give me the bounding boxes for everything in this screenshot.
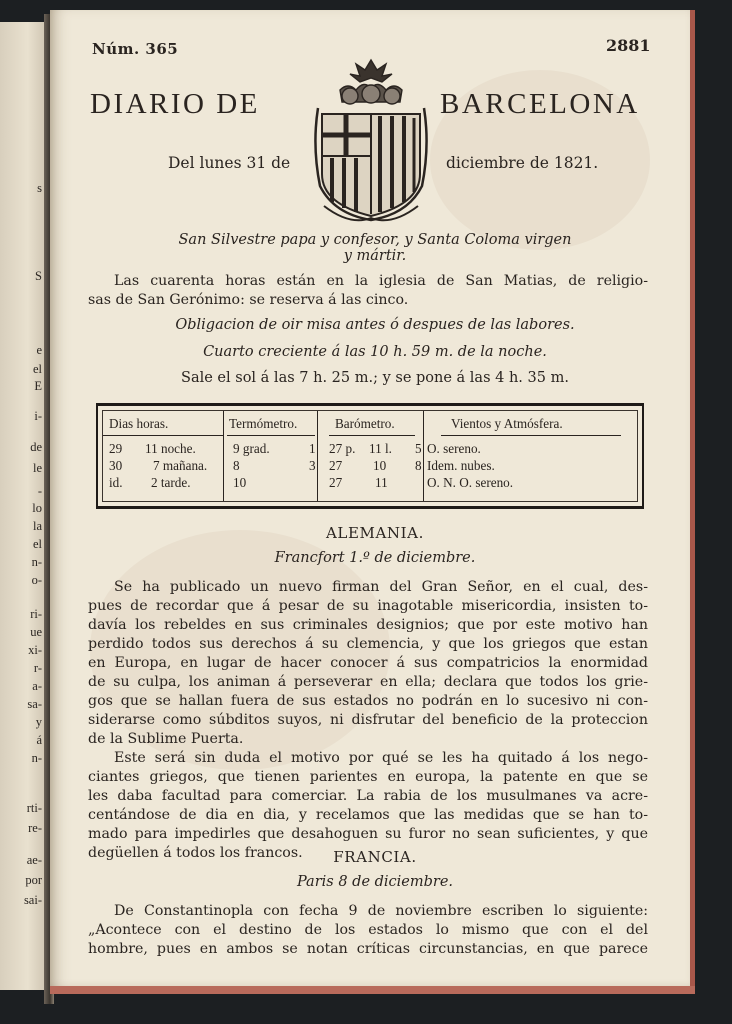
left-fragment: ri- bbox=[30, 607, 42, 621]
section-heading-alemania: ALEMANIA. bbox=[326, 524, 424, 542]
table-header: Dias horas. bbox=[109, 416, 169, 431]
dateline-francfort: Francfort 1.º de diciembre. bbox=[274, 550, 476, 566]
text-line: siderarse como súbditos suyos, ni disfrutar del beneficio de la proteccion bbox=[88, 712, 648, 728]
saints-line: y mártir. bbox=[343, 248, 407, 264]
article-francia bbox=[88, 902, 648, 959]
left-fragment: S bbox=[35, 269, 42, 283]
cell-day: id. bbox=[109, 475, 123, 490]
cell-baro: 10 bbox=[373, 458, 387, 473]
cell-day: 29 bbox=[109, 441, 123, 456]
cell-therm: 8 bbox=[233, 458, 240, 473]
masthead-title-left: DIARIO DE bbox=[90, 88, 260, 120]
left-fragment: ae- bbox=[26, 853, 42, 867]
cell-hour: 11 noche. bbox=[145, 441, 196, 456]
left-fragment: sa- bbox=[27, 697, 42, 711]
cell-day: 30 bbox=[109, 458, 123, 473]
left-fragment: i- bbox=[34, 409, 42, 423]
text-line: Se ha publicado un nuevo firman del Gran Señor, en el cual, des- bbox=[114, 579, 648, 595]
notice-sun: Sale el sol á las 7 h. 25 m.; y se pone á las 4 h. 35 m. bbox=[181, 370, 569, 386]
article-alemania bbox=[88, 578, 648, 863]
cell-baro: 11 l. bbox=[369, 441, 392, 456]
left-fragment: de bbox=[30, 440, 42, 454]
text-line: les daba facultad para comerciar. La rabia de los musulmanes va acre- bbox=[88, 788, 648, 804]
notice-moon: Cuarto creciente á las 10 h. 59 m. de la noche. bbox=[203, 344, 547, 360]
left-fragment: - bbox=[37, 484, 42, 498]
page-number: 2881 bbox=[606, 36, 651, 55]
cell-baro: 27 bbox=[329, 458, 343, 473]
header-rule bbox=[441, 435, 621, 436]
weather-table-frame bbox=[102, 410, 638, 502]
text-line: pues de recordar que á pesar de su inagotable misericordia, insisten to- bbox=[88, 598, 648, 614]
text-line: gos que se hallan fuera de sus estados no podrán en lo sucesivo ni con- bbox=[88, 693, 648, 709]
left-fragment: xi- bbox=[28, 643, 42, 657]
left-fragment: E bbox=[34, 379, 42, 393]
text-line: „Acontece con el destino de los estados lo mismo que con el del bbox=[88, 922, 648, 938]
cell-baro: 5 bbox=[415, 441, 422, 456]
text-line: hombre, pues en ambos se notan críticas circunstancias, en que parece bbox=[88, 941, 648, 957]
left-fragment: sai- bbox=[23, 893, 42, 907]
cell-hour: 7 mañana. bbox=[153, 458, 208, 473]
notice-forty-hours bbox=[88, 272, 648, 291]
weather-table bbox=[96, 403, 644, 509]
cell-wind: Idem. nubes. bbox=[427, 458, 495, 473]
page-edge bbox=[50, 986, 695, 994]
saints-line: San Silvestre papa y confesor, y Santa Coloma virgen bbox=[178, 232, 572, 248]
table-header: Barómetro. bbox=[335, 416, 395, 431]
header-rule bbox=[329, 435, 415, 436]
issue-number: Núm. 365 bbox=[92, 40, 179, 58]
date-right: diciembre de 1821. bbox=[446, 154, 599, 172]
cell-baro: 8 bbox=[415, 458, 422, 473]
text-line: Las cuarenta horas están en la iglesia de San Matias, de religio- bbox=[114, 273, 648, 289]
text-line: ciantes griegos, que tienen parientes en europa, la patente en que se bbox=[88, 769, 648, 785]
coat-of-arms-icon bbox=[310, 56, 432, 222]
text-line: De Constantinopla con fecha 9 de noviembre escriben lo siguiente: bbox=[114, 903, 648, 919]
cell-wind: O. sereno. bbox=[427, 441, 481, 456]
text-line: de su culpa, los animan á perseverar en ella; declara que todos los grie- bbox=[88, 674, 648, 690]
text-line: de la Sublime Puerta. bbox=[88, 731, 244, 747]
cell-therm: 3 bbox=[309, 458, 316, 473]
left-fragment: á bbox=[36, 733, 42, 747]
table-header: Termómetro. bbox=[229, 416, 298, 431]
cell-therm: 1 bbox=[309, 441, 316, 456]
left-fragment: a- bbox=[32, 679, 42, 693]
date-left: Del lunes 31 de bbox=[168, 154, 291, 172]
table-header: Vientos y Atmósfera. bbox=[451, 416, 563, 431]
cell-baro: 27 p. bbox=[329, 441, 356, 456]
left-fragment: el bbox=[32, 362, 42, 376]
left-fragment: n- bbox=[31, 751, 42, 765]
text-line: degüellen á todos los francos. bbox=[88, 845, 303, 861]
cell-baro: 27 bbox=[329, 475, 343, 490]
left-fragment: re- bbox=[28, 821, 42, 835]
left-fragment: lo bbox=[32, 501, 42, 515]
left-facing-page bbox=[0, 22, 47, 990]
text-line: en Europa, en lugar de hacer conocer á sus compatricios la enormidad bbox=[88, 655, 648, 671]
text-line: sas de San Gerónimo: se reserva á las cinco. bbox=[88, 292, 409, 308]
left-fragment: n- bbox=[31, 555, 42, 569]
left-fragment: el bbox=[32, 537, 42, 551]
left-fragment: e bbox=[36, 343, 42, 357]
left-fragment: r- bbox=[33, 661, 42, 675]
dateline-paris: Paris 8 de diciembre. bbox=[296, 874, 454, 890]
column-divider bbox=[317, 411, 318, 501]
left-fragment: ue bbox=[30, 625, 42, 639]
cell-hour: 2 tarde. bbox=[151, 475, 191, 490]
notice-obligation: Obligacion de oir misa antes ó despues de las labores. bbox=[175, 317, 575, 333]
column-divider bbox=[223, 411, 224, 501]
left-fragment: la bbox=[32, 519, 42, 533]
text-line: centándose de dia en dia, y recelamos que las medidas que se han to- bbox=[88, 807, 648, 823]
section-heading-francia: FRANCIA. bbox=[333, 848, 417, 866]
masthead-title-right: BARCELONA bbox=[440, 88, 640, 120]
left-fragment: s bbox=[37, 181, 42, 195]
cell-therm: 10 bbox=[233, 475, 247, 490]
left-fragment: le bbox=[32, 461, 42, 475]
text-line: perdido todos sus derechos á su clemencia, y que los griegos que estan bbox=[88, 636, 648, 652]
text-line: davía los rebeldes en sus criminales designios; que por este motivo han bbox=[88, 617, 648, 633]
header-rule bbox=[103, 435, 223, 436]
header-rule bbox=[227, 435, 315, 436]
left-fragment: o- bbox=[31, 573, 42, 587]
cell-baro: 11 bbox=[375, 475, 388, 490]
left-fragment: y bbox=[35, 715, 42, 729]
left-fragment: por bbox=[25, 873, 42, 887]
left-fragment: rti- bbox=[26, 801, 42, 815]
column-divider bbox=[423, 411, 424, 501]
text-line: mado para impedirles que desahoguen su furor no sean suficientes, y que bbox=[88, 826, 648, 842]
text-line: Este será sin duda el motivo por qué se les ha quitado á los nego- bbox=[114, 750, 648, 766]
cell-therm: 9 grad. bbox=[233, 441, 270, 456]
cell-wind: O. N. O. sereno. bbox=[427, 475, 514, 490]
